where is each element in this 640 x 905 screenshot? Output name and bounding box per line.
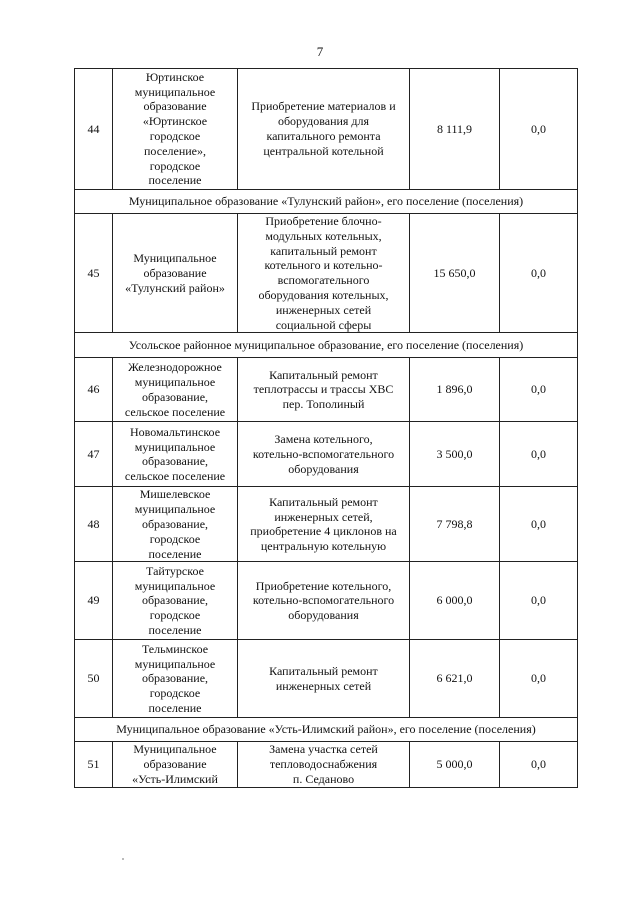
work-description: Приобретение материалов и оборудования для капитального ремонта центральной котельной — [238, 69, 410, 190]
group-heading: Усольское районное муниципальное образование, его поселение (поселения) — [75, 333, 578, 358]
work-description: Приобретение блочно- модульных котельных, капитальный ремонт котельного и котельно- вспомогательного оборудования котельных, инженерных сетей социальной сферы — [238, 214, 410, 333]
amount: 5 000,0 — [410, 742, 500, 787]
scan-speck — [122, 858, 124, 860]
municipality-name: Мишелевское муниципальное образование, городское поселение — [113, 487, 238, 562]
group-heading: Муниципальное образование «Усть-Илимский район», его поселение (поселения) — [75, 718, 578, 742]
row-number: 50 — [75, 640, 113, 718]
table-row — [75, 487, 578, 562]
amount: 6 621,0 — [410, 640, 500, 718]
amount: 15 650,0 — [410, 214, 500, 333]
table-row — [75, 640, 578, 718]
amount: 1 896,0 — [410, 358, 500, 422]
amount: 7 798,8 — [410, 487, 500, 562]
municipality-name: Муниципальное образование «Усть-Илимский — [113, 742, 238, 787]
table-row — [75, 358, 578, 422]
work-description: Замена котельного, котельно-вспомогательного оборудования — [238, 422, 410, 487]
work-description: Приобретение котельного, котельно-вспомогательного оборудования — [238, 562, 410, 640]
amount: 6 000,0 — [410, 562, 500, 640]
value: 0,0 — [500, 422, 578, 487]
table-row — [75, 742, 578, 787]
value: 0,0 — [500, 214, 578, 333]
row-number: 49 — [75, 562, 113, 640]
table-row — [75, 69, 578, 190]
value: 0,0 — [500, 358, 578, 422]
page-number: 7 — [316, 44, 324, 59]
row-number: 47 — [75, 422, 113, 487]
value: 0,0 — [500, 640, 578, 718]
row-number: 48 — [75, 487, 113, 562]
group-row — [75, 718, 578, 742]
table-row — [75, 214, 578, 333]
municipality-name: Новомальтинское муниципальное образование, сельское поселение — [113, 422, 238, 487]
value: 0,0 — [500, 487, 578, 562]
value: 0,0 — [500, 69, 578, 190]
value: 0,0 — [500, 742, 578, 787]
row-number: 51 — [75, 742, 113, 787]
row-number: 45 — [75, 214, 113, 333]
municipality-name: Юртинское муниципальное образование «Юртинское городское поселение», городское поселение — [113, 69, 238, 190]
amount: 8 111,9 — [410, 69, 500, 190]
table-row — [75, 422, 578, 487]
amount: 3 500,0 — [410, 422, 500, 487]
row-number: 44 — [75, 69, 113, 190]
work-description: Капитальный ремонт теплотрассы и трассы ХВС пер. Тополиный — [238, 358, 410, 422]
allocation-table — [74, 68, 578, 788]
municipality-name: Тельминское муниципальное образование, городское поселение — [113, 640, 238, 718]
work-description: Замена участка сетей тепловодоснабжения п. Седаново — [238, 742, 410, 787]
group-row — [75, 190, 578, 214]
work-description: Капитальный ремонт инженерных сетей, приобретение 4 циклонов на центральную котельную — [238, 487, 410, 562]
municipality-name: Муниципальное образование «Тулунский район» — [113, 214, 238, 333]
row-number: 46 — [75, 358, 113, 422]
municipality-name: Железнодорожное муниципальное образование, сельское поселение — [113, 358, 238, 422]
table-row — [75, 562, 578, 640]
municipality-name: Тайтурское муниципальное образование, городское поселение — [113, 562, 238, 640]
group-row — [75, 333, 578, 358]
value: 0,0 — [500, 562, 578, 640]
work-description: Капитальный ремонт инженерных сетей — [238, 640, 410, 718]
group-heading: Муниципальное образование «Тулунский район», его поселение (поселения) — [75, 190, 578, 214]
